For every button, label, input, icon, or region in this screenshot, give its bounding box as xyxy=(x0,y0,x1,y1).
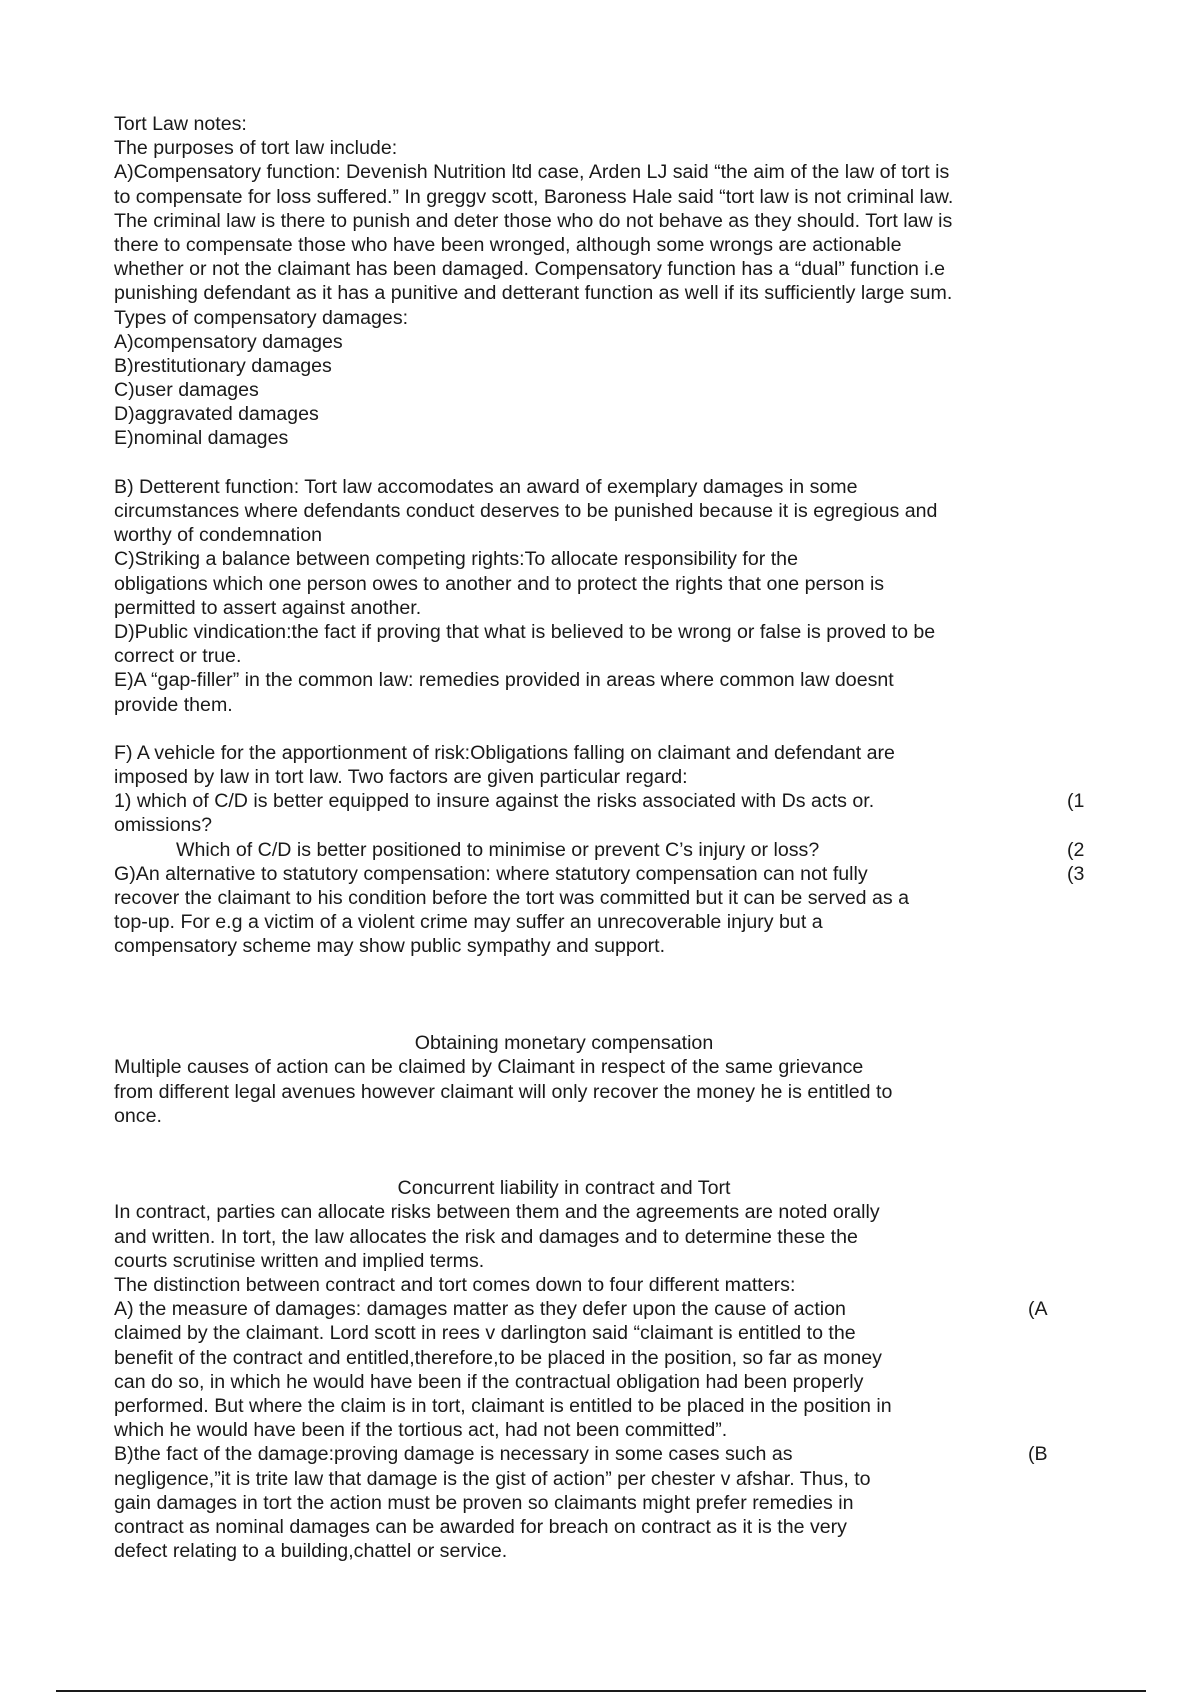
text-line: from different legal avenues however claimant will only recover the money he is entitled to xyxy=(114,1080,893,1103)
text-line: 1) which of C/D is better equipped to insure against the risks associated with Ds acts or. xyxy=(114,790,875,813)
text-line: claimed by the claimant. Lord scott in rees v darlington said “claimant is entitled to the xyxy=(114,1322,856,1345)
text-line: circumstances where defendants conduct deserves to be punished because it is egregious and xyxy=(114,500,938,522)
text-line: punishing defendant as it has a punitive and detterant function as well if its sufficiently large sum. xyxy=(114,282,953,305)
fact-line xyxy=(114,1442,1099,1466)
margin-marker: (2 xyxy=(1067,838,1085,861)
risk-factor-2 xyxy=(114,838,1099,862)
text-line: Which of C/D is better positioned to minimise or prevent C’s injury or loss? xyxy=(176,838,820,861)
text-line: A) the measure of damages: damages matter as they defer upon the cause of action xyxy=(114,1298,846,1321)
risk-section xyxy=(114,741,1099,959)
text-line: whether or not the claimant has been damaged. Compensatory function has a “dual” function i.e xyxy=(114,258,946,281)
text-line: courts scrutinise written and implied terms. xyxy=(114,1249,485,1272)
margin-marker: (1 xyxy=(1067,790,1085,813)
compensatory-section xyxy=(114,160,1099,450)
text-line: B)the fact of the damage:proving damage is necessary in some cases such as xyxy=(114,1443,793,1466)
text-line: C)Striking a balance between competing rights:To allocate responsibility for the xyxy=(114,548,798,571)
text-line: gain damages in tort the action must be proven so claimants might prefer remedies in xyxy=(114,1491,854,1514)
text-line: performed. But where the claim is in tort, claimant is entitled to be placed in the position in xyxy=(114,1394,892,1417)
text-line: which he would have been if the tortious act, had not been committed”. xyxy=(114,1419,728,1442)
text-line: D)Public vindication:the fact if proving that what is believed to be wrong or false is proved to be xyxy=(114,620,936,643)
monetary-section xyxy=(114,1031,1099,1128)
text-line: B) Detterent function: Tort law accomodates an award of exemplary damages in some xyxy=(114,475,858,498)
text-line: negligence,”it is trite law that damage is the gist of action” per chester v afshar. Thus, to xyxy=(114,1467,871,1490)
damages-type-item: C)user damages xyxy=(114,379,259,402)
text-line: G)An alternative to statutory compensation: where statutory compensation can not fully xyxy=(114,862,868,885)
text-line: provide them. xyxy=(114,693,233,716)
text-line: compensatory scheme may show public sympathy and support. xyxy=(114,935,666,958)
text-line: once. xyxy=(114,1104,162,1127)
text-line: E)A “gap-filler” in the common law: remedies provided in areas where common law doesnt xyxy=(114,669,894,692)
text-line: permitted to assert against another. xyxy=(114,596,422,619)
text-line: A)Compensatory function: Devenish Nutrition ltd case, Arden LJ said “the aim of the law of tort is xyxy=(114,161,950,184)
functions-section xyxy=(114,475,1099,717)
notes-title: Tort Law notes: xyxy=(114,113,247,135)
measure-line xyxy=(114,1297,1099,1321)
damages-type-item: A)compensatory damages xyxy=(114,330,343,353)
statutory-line xyxy=(114,862,1099,886)
text-line: F) A vehicle for the apportionment of risk:Obligations falling on claimant and defendant are xyxy=(114,741,895,764)
text-line: and written. In tort, the law allocates the risk and damages and to determine these the xyxy=(114,1225,858,1248)
margin-marker: (A xyxy=(1028,1298,1048,1321)
page-bottom-divider xyxy=(56,1690,1146,1692)
damages-type-item: E)nominal damages xyxy=(114,427,289,450)
text-line: The criminal law is there to punish and deter those who do not behave as they should. Tort law is xyxy=(114,209,953,232)
text-line: imposed by law in tort law. Two factors are given particular regard: xyxy=(114,766,688,789)
text-line: recover the claimant to his condition before the tort was committed but it can be served as a xyxy=(114,887,910,909)
text-line: top-up. For e.g a victim of a violent crime may suffer an unrecoverable injury but a xyxy=(114,911,823,934)
concurrent-section xyxy=(114,1176,1099,1563)
text-line: Multiple causes of action can be claimed by Claimant in respect of the same grievance xyxy=(114,1056,864,1079)
damages-type-item: D)aggravated damages xyxy=(114,403,319,426)
text-line: there to compensate those who have been wronged, although some wrongs are actionable xyxy=(114,233,902,256)
text-line: to compensate for loss suffered.” In greggv scott, Baroness Hale said “tort law is not criminal law. xyxy=(114,185,954,208)
text-line: worthy of condemnation xyxy=(114,524,323,547)
text-line: In contract, parties can allocate risks between them and the agreements are noted orally xyxy=(114,1201,880,1224)
text-line: obligations which one person owes to another and to protect the rights that one person is xyxy=(114,572,885,595)
text-line: benefit of the contract and entitled,therefore,to be placed in the position, so far as money xyxy=(114,1346,882,1369)
text-line: contract as nominal damages can be awarded for breach on contract as it is the very xyxy=(114,1515,847,1538)
text-line: defect relating to a building,chattel or service. xyxy=(114,1540,508,1563)
margin-marker: (3 xyxy=(1067,862,1085,885)
damages-types-heading: Types of compensatory damages: xyxy=(114,306,409,329)
text-line: The distinction between contract and tort comes down to four different matters: xyxy=(114,1274,796,1297)
risk-factor-1 xyxy=(114,789,1099,813)
section-heading: Obtaining monetary compensation xyxy=(414,1032,714,1055)
section-heading: Concurrent liability in contract and Tort xyxy=(397,1177,731,1200)
damages-type-item: B)restitutionary damages xyxy=(114,354,332,377)
purposes-intro: The purposes of tort law include: xyxy=(114,137,398,160)
text-line: correct or true. xyxy=(114,645,242,668)
notes-page xyxy=(114,112,1099,1563)
text-line: omissions? xyxy=(114,814,213,837)
margin-marker: (B xyxy=(1028,1443,1048,1466)
text-line: can do so, in which he would have been if the contractual obligation had been properly xyxy=(114,1370,864,1393)
